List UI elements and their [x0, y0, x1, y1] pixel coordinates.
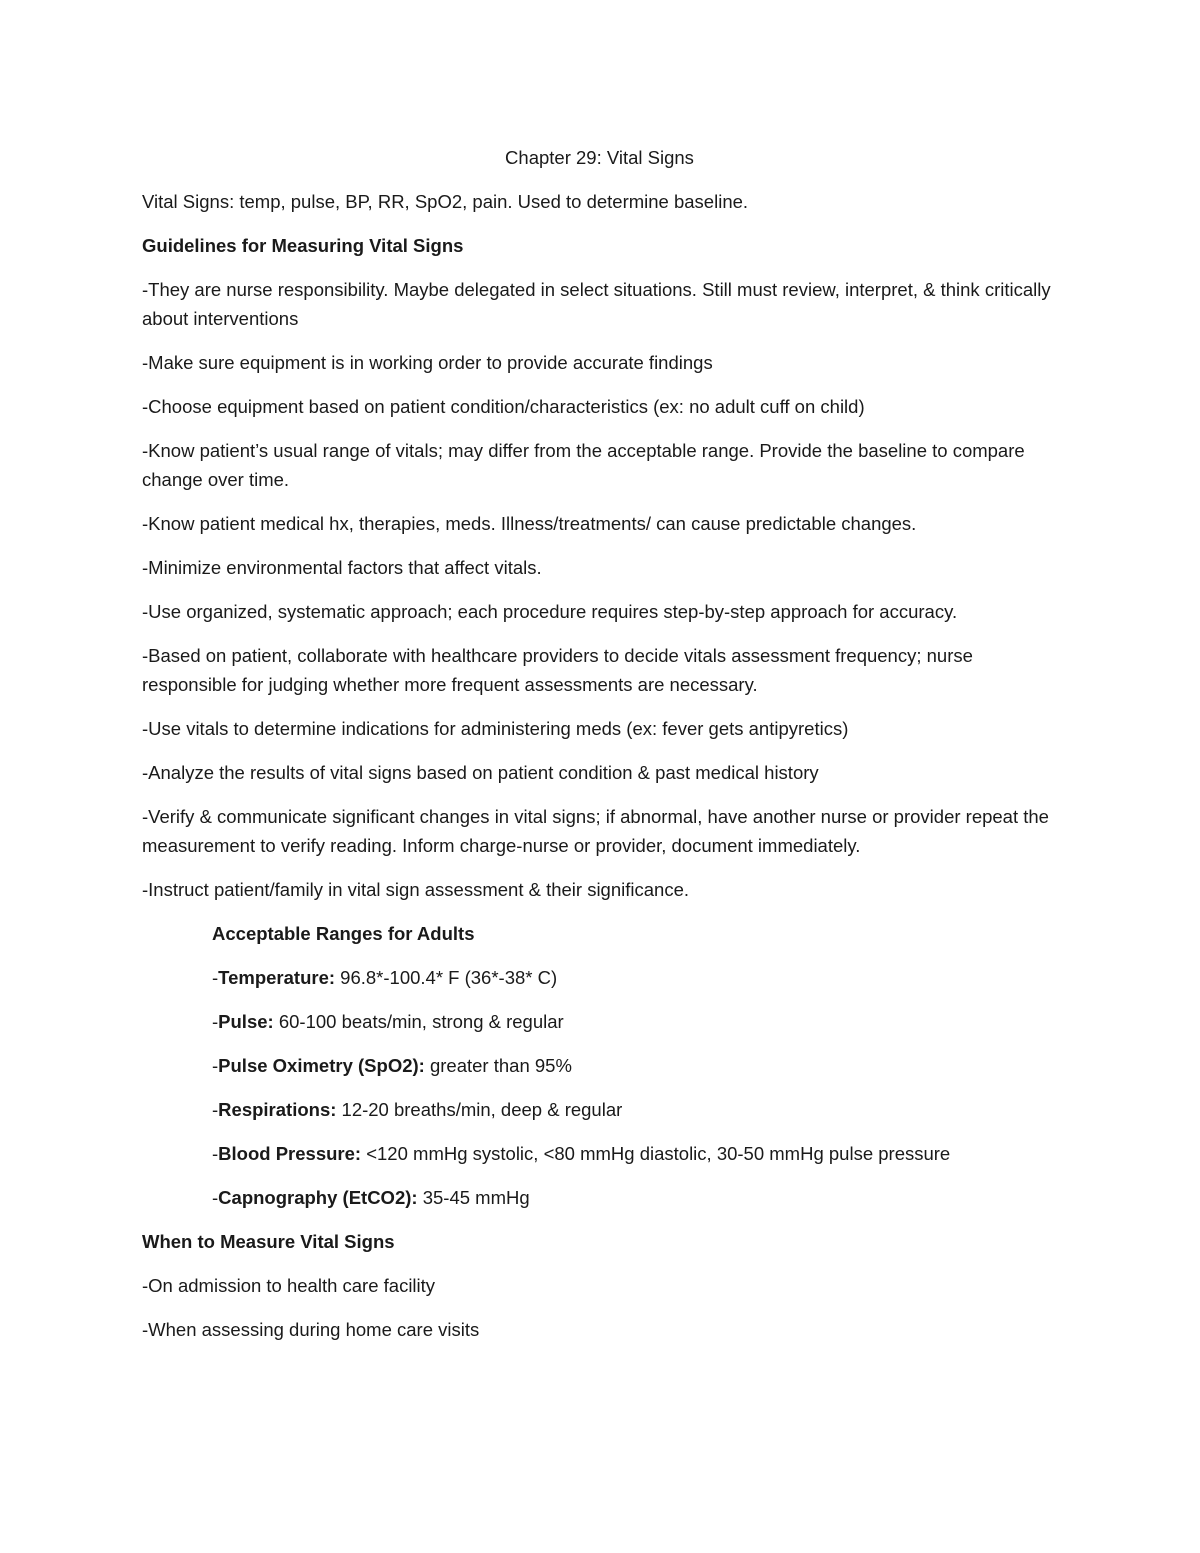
- range-item-capnography: [142, 1183, 1057, 1212]
- guideline-item: -Choose equipment based on patient condition/characteristics (ex: no adult cuff on child): [142, 396, 865, 417]
- intro-text: Vital Signs: temp, pulse, BP, RR, SpO2, pain. Used to determine baseline.: [142, 191, 749, 212]
- range-value: <120 mmHg systolic, <80 mmHg diastolic, 30-50 mmHg pulse pressure: [361, 1143, 951, 1164]
- when-item: -On admission to health care facility: [142, 1275, 436, 1296]
- guidelines-list: [142, 275, 1057, 904]
- range-item-respirations: [142, 1095, 1057, 1124]
- range-prefix: -: [212, 967, 219, 988]
- guideline-item: -Verify & communicate significant changes in vital signs; if abnormal, have another nurse or provider repeat the measurement to verify reading. Inform charge-nurse or provider, document immediately.: [142, 806, 1049, 856]
- range-item-blood-pressure: [142, 1139, 1057, 1168]
- ranges-list: [142, 963, 1057, 1212]
- range-value: 35-45 mmHg: [417, 1187, 530, 1208]
- guideline-item: -Instruct patient/family in vital sign assessment & their significance.: [142, 879, 690, 900]
- guideline-item: -Know patient medical hx, therapies, meds. Illness/treatments/ can cause predictable changes.: [142, 513, 917, 534]
- range-value: 12-20 breaths/min, deep & regular: [336, 1099, 623, 1120]
- guideline-item: -Use vitals to determine indications for administering meds (ex: fever gets antipyretics): [142, 718, 849, 739]
- when-item: -When assessing during home care visits: [142, 1319, 480, 1340]
- guideline-item: -Use organized, systematic approach; each procedure requires step-by-step approach for accuracy.: [142, 601, 958, 622]
- guideline-item: -Minimize environmental factors that affect vitals.: [142, 557, 542, 578]
- ranges-heading: Acceptable Ranges for Adults: [212, 923, 475, 944]
- range-prefix: -: [212, 1187, 219, 1208]
- when-list: [142, 1271, 1057, 1344]
- range-item-pulse: [142, 1007, 1057, 1036]
- range-value: 96.8*-100.4* F (36*-38* C): [335, 967, 558, 988]
- document-content: [142, 143, 1057, 1359]
- guideline-item: -Analyze the results of vital signs based on patient condition & past medical history: [142, 762, 819, 783]
- range-term: Capnography (EtCO2):: [218, 1187, 418, 1208]
- range-item-temperature: [142, 963, 1057, 992]
- guideline-item: -They are nurse responsibility. Maybe delegated in select situations. Still must review, interpret, & think critically about interventions: [142, 279, 1051, 329]
- guideline-item: -Make sure equipment is in working order to provide accurate findings: [142, 352, 713, 373]
- range-value: greater than 95%: [424, 1055, 572, 1076]
- range-term: Temperature:: [218, 967, 336, 988]
- range-term: Pulse Oximetry (SpO2):: [218, 1055, 425, 1076]
- range-item-pulse-oximetry: [142, 1051, 1057, 1080]
- range-term: Respirations:: [218, 1099, 337, 1120]
- guideline-item: -Know patient’s usual range of vitals; may differ from the acceptable range. Provide the baseline to compare change over time.: [142, 440, 1025, 490]
- page-title: Chapter 29: Vital Signs: [505, 147, 694, 168]
- guidelines-heading: Guidelines for Measuring Vital Signs: [142, 235, 464, 256]
- range-term: Pulse:: [218, 1011, 274, 1032]
- range-term: Blood Pressure:: [218, 1143, 362, 1164]
- range-prefix: -: [212, 1099, 219, 1120]
- range-prefix: -: [212, 1011, 219, 1032]
- guideline-item: -Based on patient, collaborate with healthcare providers to decide vitals assessment frequency; nurse responsible for judging whether more frequent assessments are necessary.: [142, 645, 973, 695]
- range-value: 60-100 beats/min, strong & regular: [273, 1011, 564, 1032]
- range-prefix: -: [212, 1055, 219, 1076]
- when-heading: When to Measure Vital Signs: [142, 1231, 395, 1252]
- range-prefix: -: [212, 1143, 219, 1164]
